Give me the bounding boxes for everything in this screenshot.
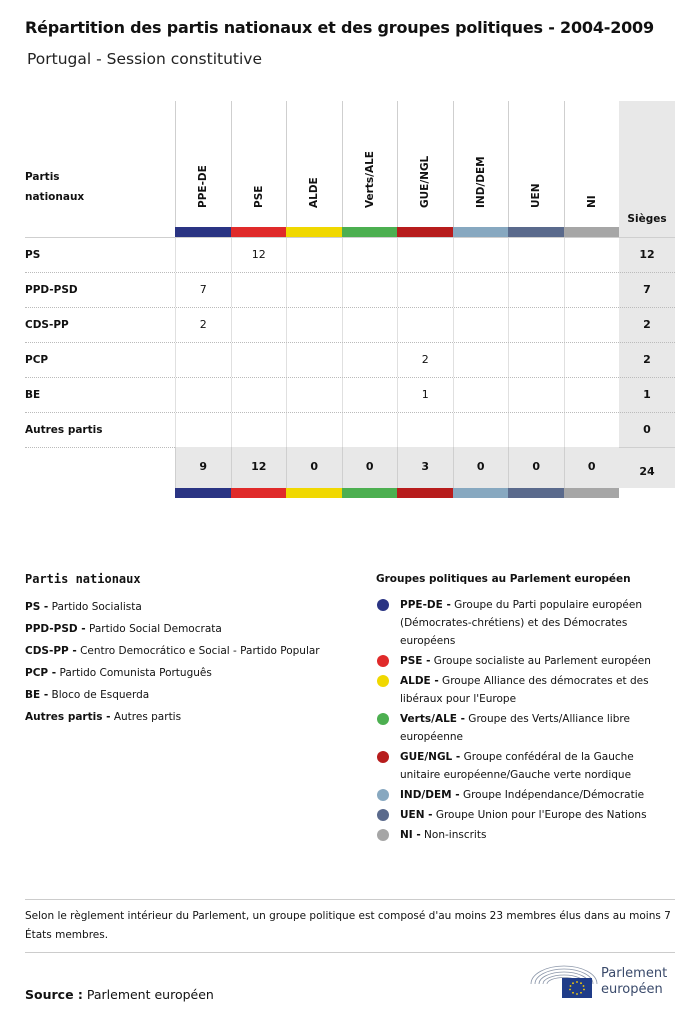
legend-name: Partido Socialista xyxy=(48,601,142,613)
divider xyxy=(25,899,675,900)
footnote: Selon le règlement intérieur du Parlement, un groupe politique est composé d'au moins 23 membres élus dans au moins 7 États membres. xyxy=(25,910,671,941)
column-color-bar-bottom xyxy=(397,488,453,498)
legend-name: Autres partis xyxy=(110,711,182,723)
legend-code: PPD-PSD - xyxy=(25,623,86,635)
table-cell xyxy=(564,273,620,307)
legend-item xyxy=(376,596,676,650)
legend-item xyxy=(376,672,676,708)
column-color-bar-bottom xyxy=(175,488,231,498)
party-name: CDS-PP xyxy=(25,319,69,331)
legend-dot-icon xyxy=(377,713,389,725)
table-cell xyxy=(342,413,398,447)
legend-name: Bloco de Esquerda xyxy=(48,689,150,701)
party-name: PPD-PSD xyxy=(25,284,78,296)
legend-dot-icon xyxy=(377,751,389,763)
legend-item xyxy=(25,618,355,640)
column-color-bar-bottom xyxy=(508,488,564,498)
legend-name: Groupe confédéral de la Gauche unitaire européenne/Gauche verte nordique xyxy=(400,751,634,781)
row-seat-total: 12 xyxy=(639,248,655,261)
legend-dot-icon xyxy=(377,675,389,687)
seat-distribution-table xyxy=(25,101,675,498)
legend-name: Groupe Union pour l'Europe des Nations xyxy=(432,809,647,821)
column-header xyxy=(342,101,398,237)
column-color-bar xyxy=(286,227,342,237)
page-title: Répartition des partis nationaux et des groupes politiques - 2004-2009 xyxy=(25,18,654,37)
column-header-label: GUE/NGL xyxy=(419,155,432,208)
source-label: Source : xyxy=(25,987,83,1002)
table-cell xyxy=(286,343,342,377)
table-cell xyxy=(342,378,398,412)
table-cell xyxy=(342,238,398,272)
table-cell: 1 xyxy=(397,378,453,412)
column-header xyxy=(508,101,564,237)
seats-header: Sièges xyxy=(627,213,667,225)
column-color-bar xyxy=(508,227,564,237)
table-cell xyxy=(453,273,509,307)
column-header-label: UEN xyxy=(530,183,543,208)
table-cell xyxy=(286,413,342,447)
table-cell: 12 xyxy=(231,238,287,272)
table-cell xyxy=(564,308,620,342)
legend-code: PSE - xyxy=(400,655,431,667)
column-total: 0 xyxy=(453,447,509,488)
column-color-bar xyxy=(231,227,287,237)
legend-item xyxy=(376,748,676,784)
legend-name: Partido Social Democrata xyxy=(85,623,222,635)
column-header xyxy=(564,101,620,237)
parties-header: Partis nationaux xyxy=(25,171,85,203)
table-cell xyxy=(397,308,453,342)
table-cell xyxy=(508,343,564,377)
column-total: 3 xyxy=(397,447,453,488)
legend-name: Non-inscrits xyxy=(420,829,487,841)
column-header-label: Verts/ALE xyxy=(363,151,376,208)
column-total: 0 xyxy=(286,447,342,488)
table-cell xyxy=(342,273,398,307)
row-seat-total: 0 xyxy=(643,423,651,436)
table-row xyxy=(25,377,675,412)
table-row xyxy=(25,342,675,377)
legend-dot-icon xyxy=(377,809,389,821)
table-cell xyxy=(286,378,342,412)
table-row xyxy=(25,412,675,447)
legend-item xyxy=(25,662,355,684)
legend-name: Groupe Indépendance/Démocratie xyxy=(459,789,645,801)
table-cell xyxy=(231,308,287,342)
table-cell xyxy=(564,378,620,412)
table-cell xyxy=(508,413,564,447)
table-cell xyxy=(508,378,564,412)
legend-name: Groupe des Verts/Alliance libre européenne xyxy=(400,713,630,743)
row-seat-total: 1 xyxy=(643,388,651,401)
table-cell: 2 xyxy=(397,343,453,377)
source-value: Parlement européen xyxy=(82,987,214,1002)
column-color-bar xyxy=(175,227,231,237)
column-header-label: NI xyxy=(585,195,598,208)
logo-line-1: Parlement xyxy=(601,966,668,981)
table-cell xyxy=(286,273,342,307)
column-color-bar xyxy=(453,227,509,237)
divider xyxy=(25,447,175,448)
legend-code: UEN - xyxy=(400,809,433,821)
column-total: 0 xyxy=(564,447,620,488)
party-name: PS xyxy=(25,249,41,261)
table-cell xyxy=(453,343,509,377)
column-header-label: PPE-DE xyxy=(197,165,210,208)
table-row xyxy=(25,307,675,342)
legend-item xyxy=(25,596,355,618)
table-cell xyxy=(564,238,620,272)
column-color-bar xyxy=(397,227,453,237)
legend-code: PCP - xyxy=(25,667,57,679)
legend-dot-icon xyxy=(377,789,389,801)
row-seat-total: 2 xyxy=(643,318,651,331)
legend-code: PS - xyxy=(25,601,49,613)
table-cell xyxy=(397,413,453,447)
party-name: BE xyxy=(25,389,41,401)
legend-dot-icon xyxy=(377,655,389,667)
legend-item xyxy=(376,826,676,844)
source-line xyxy=(25,987,214,1002)
legend-code: ALDE - xyxy=(400,675,439,687)
national-parties-legend xyxy=(25,596,355,728)
row-seat-total: 7 xyxy=(643,283,651,296)
column-total: 12 xyxy=(231,447,287,488)
logo-text xyxy=(601,966,667,998)
eu-flag-icon xyxy=(562,978,592,998)
legend-code: CDS-PP - xyxy=(25,645,77,657)
table-cell xyxy=(342,343,398,377)
table-cell xyxy=(564,413,620,447)
table-cell xyxy=(175,413,231,447)
table-cell xyxy=(453,378,509,412)
table-cell xyxy=(175,343,231,377)
column-header-label: PSE xyxy=(252,185,265,208)
political-groups-legend-title: Groupes politiques au Parlement européen xyxy=(376,573,631,585)
table-cell xyxy=(508,238,564,272)
column-total: 0 xyxy=(342,447,398,488)
legend-item xyxy=(376,710,676,746)
column-total: 9 xyxy=(175,447,231,488)
legend-code: BE - xyxy=(25,689,49,701)
legend-item xyxy=(25,640,355,662)
row-seat-total: 2 xyxy=(643,353,651,366)
political-groups-legend xyxy=(376,596,676,846)
column-header xyxy=(397,101,453,237)
table-row xyxy=(25,237,675,272)
table-row xyxy=(25,272,675,307)
table-cell: 2 xyxy=(175,308,231,342)
legend-item xyxy=(376,806,676,824)
legend-name: Centro Democrático e Social - Partido Popular xyxy=(76,645,320,657)
column-header-label: IND/DEM xyxy=(474,156,487,208)
table-cell xyxy=(175,238,231,272)
legend-dot-icon xyxy=(377,599,389,611)
table-cell xyxy=(286,238,342,272)
party-name: PCP xyxy=(25,354,49,366)
table-cell xyxy=(564,343,620,377)
grand-total: 24 xyxy=(619,447,675,498)
legend-dot-icon xyxy=(377,829,389,841)
national-parties-legend-title: Partis nationaux xyxy=(25,572,141,586)
column-header xyxy=(231,101,287,237)
table-cell xyxy=(175,378,231,412)
table-cell xyxy=(231,413,287,447)
table-cell xyxy=(397,238,453,272)
legend-code: Autres partis - xyxy=(25,711,111,723)
page-subtitle: Portugal - Session constitutive xyxy=(27,50,262,68)
column-color-bar-bottom xyxy=(453,488,509,498)
legend-code: NI - xyxy=(400,829,421,841)
legend-item xyxy=(376,786,676,804)
column-color-bar-bottom xyxy=(342,488,398,498)
column-header xyxy=(175,101,231,237)
table-cell xyxy=(508,308,564,342)
table-cell xyxy=(453,238,509,272)
legend-code: PPE-DE - xyxy=(400,599,451,611)
divider xyxy=(25,952,675,953)
table-cell xyxy=(231,378,287,412)
legend-name: Groupe du Parti populaire européen (Démocrates-chrétiens) et des Démocrates européens xyxy=(400,599,642,647)
column-color-bar xyxy=(564,227,620,237)
legend-name: Partido Comunista Português xyxy=(56,667,212,679)
column-total: 0 xyxy=(508,447,564,488)
table-cell xyxy=(397,273,453,307)
table-cell xyxy=(231,343,287,377)
column-header xyxy=(453,101,509,237)
table-cell xyxy=(342,308,398,342)
legend-code: Verts/ALE - xyxy=(400,713,465,725)
table-cell xyxy=(286,308,342,342)
totals-row xyxy=(175,447,619,488)
legend-item xyxy=(376,652,676,670)
legend-code: IND/DEM - xyxy=(400,789,460,801)
legend-name: Groupe Alliance des démocrates et des libéraux pour l'Europe xyxy=(400,675,649,705)
table-cell xyxy=(508,273,564,307)
legend-item xyxy=(25,684,355,706)
column-color-bar-bottom xyxy=(286,488,342,498)
table-cell: 7 xyxy=(175,273,231,307)
legend-code: GUE/NGL - xyxy=(400,751,461,763)
column-color-bar-bottom xyxy=(564,488,620,498)
table-cell xyxy=(453,413,509,447)
legend-name: Groupe socialiste au Parlement européen xyxy=(430,655,651,667)
table-cell xyxy=(231,273,287,307)
column-color-bar xyxy=(342,227,398,237)
table-cell xyxy=(453,308,509,342)
logo-line-2: européen xyxy=(601,982,663,997)
party-name: Autres partis xyxy=(25,424,103,436)
column-header xyxy=(286,101,342,237)
legend-item xyxy=(25,706,355,728)
column-header-label: ALDE xyxy=(308,177,321,208)
column-color-bar-bottom xyxy=(231,488,287,498)
